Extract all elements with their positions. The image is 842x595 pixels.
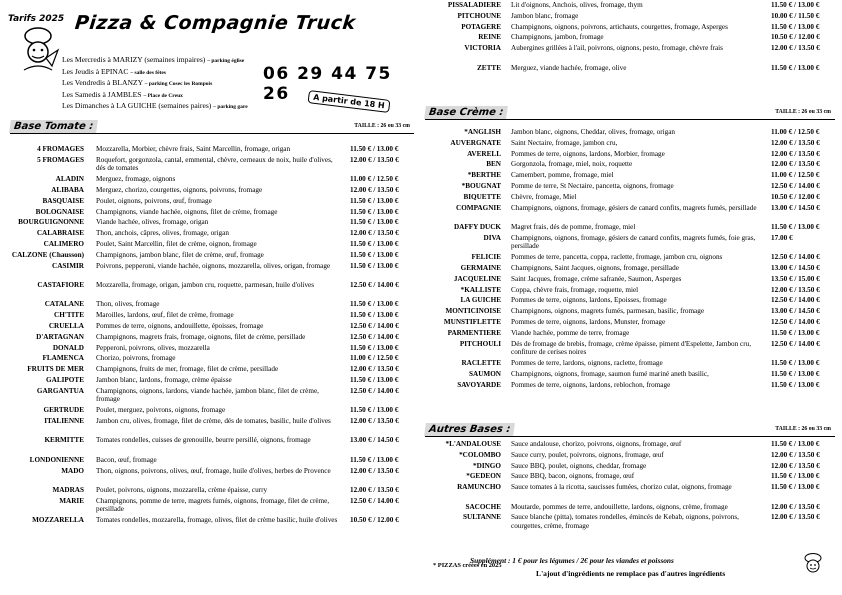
item-name: SACOCHE [465,502,501,511]
item-description: Mozzarella, Morbier, chèvre frais, Saint Marcellin, fromage, origan [96,145,291,153]
item-description: Sauce blanche (pitta), tomates rondelles, émincés de Kebab, oignons, poivrons, courgettes, crème, fromage [511,513,739,530]
item-price: 11.50 € / 13.00 € [771,483,820,492]
item-description: Lit d'oignons, Anchois, olives, fromage, thym [511,1,643,9]
item-price: 11.50 € / 13.00 € [350,311,399,320]
item-price: 11.50 € / 13.00 € [350,406,399,415]
item-price: 12.00 € / 13.50 € [771,149,820,158]
item-description: Jambon blanc, fromage [511,11,579,20]
location-item: Les Jeudis à EPINAC – salle des fêtes [62,66,166,76]
item-name: D'ARTAGNAN [36,332,84,341]
item-name: MADO [61,466,84,475]
item-description: Poulet, poivrons, oignons, mozzarella, crème épaisse, curry [96,486,268,494]
item-description: Merguez, viande hachée, fromage, olive [511,63,627,72]
section-size: TAILLE : 26 ou 33 cm [354,123,410,129]
item-description: Sauce andalouse, chorizo, poivrons, oignons, fromage, œuf [511,440,682,448]
section-size: TAILLE : 26 ou 33 cm [775,426,831,432]
item-price: 10.50 € / 12.00 € [350,516,399,525]
item-description: Bacon, œuf, fromage [96,455,157,464]
item-description: Champignons, viande hachée, oignons, filet de crème, fromage [96,207,278,216]
item-description: Tomates rondelles, cuisses de grenouille, beurre persillé, oignons, fromage [96,436,311,445]
item-description: Pommes de terre, oignons, lardons, Morbier, fromage [511,149,665,158]
item-name: FELICIE [471,253,501,262]
item-price: 11.00 € / 12.50 € [350,354,399,363]
item-price: 12.00 € / 13.50 € [350,229,399,238]
item-description: Merguez, fromage, oignons [96,175,176,184]
item-description: Thon, anchois, câpres, olives, fromage, origan [96,229,229,238]
item-description: Maroilles, lardons, œuf, filet de crème, fromage [96,311,234,320]
item-name: MONTICINOISE [445,307,501,316]
supplement-note: Supplément : 1 € pour les légumes / 2€ pour les viandes et poissons [470,556,674,565]
item-description: Chorizo, poivrons, fromage [96,354,176,363]
item-price: 12.00 € / 13.50 € [350,486,399,494]
section-title: Base Tomate : [9,120,98,133]
item-name: FRUITS DE MER [27,365,84,374]
item-description: Sauce BBQ, poulet, oignons, cheddar, fromage [511,461,647,470]
item-description: Champignons, magrets frais, fromage, oignons, filet de crème, persillade [96,332,306,341]
item-price: 12.50 € / 14.00 € [350,386,399,395]
item-name: MUNSTIFLETTE [443,318,501,326]
chef-icon [16,26,60,72]
item-description: Champignons, Saint Jacques, oignons, fromage, persillade [511,264,679,272]
item-name: CH'TITE [54,311,84,320]
item-name: SULTANNE [463,513,501,522]
ingredients-note: L'ajout d'ingrédients ne remplace pas d'autres ingrédients [536,569,726,578]
item-name: PISSALADIERE [447,1,501,9]
item-name: CATALANE [44,300,84,309]
item-name: MOZZARELLA [32,516,84,525]
item-description: Jambon cru, olives, fromage, filet de crème, dés de tomates, basilic, huile d'olives [96,417,331,425]
item-description: Sauce curry, poulet, poivrons, oignons, fromage, œuf [511,450,664,459]
item-price: 12.00 € / 13.50 € [350,417,399,425]
phone-number[interactable]: 06 29 44 75 26 [263,64,392,104]
item-price: 11.50 € / 13.00 € [350,300,399,309]
item-name: MARIE [59,496,84,505]
item-price: 12.00 € / 13.50 € [771,450,820,459]
item-description: Aubergines grillées à l'ail, poivrons, oignons, pesto, fromage, chèvre frais [511,44,723,53]
item-name: RAMUNCHO [457,483,501,492]
item-description: Sauce tomates à la ricotta, saucisses fumées, chorizo culat, oignons, fromage [511,483,732,492]
item-price: 11.50 € / 13.00 € [771,328,820,337]
item-price: 12.50 € / 14.00 € [350,496,399,505]
item-price: 10.50 € / 12.00 € [771,33,820,42]
divider [425,436,835,437]
item-name: *ANGLISH [464,128,501,136]
section-title: Autres Bases : [424,423,515,436]
item-description: Saint Nectaire, fromage, jambon cru, [511,138,618,147]
item-description: Pommes de terre, oignons, lardons, reblochon, fromage [511,380,671,389]
item-description: Jambon blanc, lardons, fromage, crème épaisse [96,376,232,384]
item-price: 17.00 € [771,233,793,242]
item-price: 11.00 € / 12.50 € [771,128,820,136]
item-price: 12.00 € / 13.50 € [771,513,820,522]
item-name: *KALLISTE [460,285,501,294]
item-price: 12.00 € / 13.50 € [771,285,820,294]
item-price: 11.50 € / 13.00 € [771,223,820,231]
item-price: 12.00 € / 13.50 € [350,365,399,374]
item-description: Pommes de terre, lardons, oignons, raclette, fromage [511,359,663,367]
opening-time-badge: A partir de 18 H [308,90,391,113]
item-price: 12.00 € / 13.50 € [350,466,399,475]
item-name: LA GUICHE [460,296,501,305]
item-price: 10.00 € / 11.50 € [771,11,820,20]
divider [425,119,835,120]
new-pizzas-note: * PIZZAS créées en 2025 [433,562,502,569]
item-description: Tomates rondelles, mozzarella, fromage, olives, filet de crème basilic, huile d'olives [96,516,338,525]
item-description: Viande hachée, olives, fromage, origan [96,218,209,227]
item-name: JACQUELINE [453,274,501,283]
item-price: 12.00 € / 13.50 € [350,155,399,164]
item-name: *L'ANDALOUSE [445,440,501,448]
item-price: 11.00 € / 12.50 € [771,171,820,180]
item-price: 11.50 € / 13.00 € [771,369,820,378]
item-name: GARGANTUA [36,386,84,395]
item-price: 11.50 € / 13.00 € [771,359,820,367]
item-description: Pomme de terre, St Nectaire, pancetta, oignons, fromage [511,182,674,190]
item-price: 13.00 € / 14.50 € [771,203,820,212]
item-name: BEN [486,160,501,169]
item-name: DAFFY DUCK [453,223,501,231]
item-price: 11.50 € / 13.00 € [350,455,399,464]
item-name: LONDONIENNE [29,455,84,464]
item-name: AUVERGNATE [450,138,501,147]
item-name: RACLETTE [461,359,501,367]
section-header-tomate [10,120,414,134]
item-description: Chèvre, fromage, Miel [511,192,577,201]
brand-title: Pizza & Compagnie Truck [73,12,357,34]
item-description: Poulet, Saint Marcellin, filet de crème, oignon, fromage [96,240,257,248]
item-name: BOLOGNAISE [35,207,84,216]
item-description: Merguez, chorizo, courgettes, oignons, poivrons, fromage [96,186,263,194]
item-price: 12.50 € / 14.00 € [771,253,820,262]
item-price: 11.50 € / 13.00 € [350,343,399,352]
item-description: Pommes de terre, pancetta, coppa, raclette, fromage, jambon cru, oignons [511,253,723,262]
item-price: 12.00 € / 13.50 € [771,138,820,147]
item-name: CASTAFIORE [37,281,84,289]
item-description: Jambon blanc, oignons, Cheddar, olives, fromage, origan [511,128,675,136]
item-description: Champignons, fruits de mer, fromage, filet de crème, persillade [96,365,279,374]
item-description: Pepperoni, poivrons, olives, mozzarella [96,343,210,352]
item-name: *DINGO [473,461,501,470]
tarifs-label: Tarifs 2025 [8,14,65,24]
item-price: 12.50 € / 14.00 € [350,322,399,330]
item-name: REINE [478,33,501,42]
item-price: 12.50 € / 14.00 € [350,332,399,341]
item-price: 11.50 € / 13.00 € [771,1,820,9]
item-price: 12.00 € / 13.50 € [350,186,399,194]
location-item: Les Samedis à JAMBLES – Place de Creux [62,89,183,99]
item-name: PARMENTIERE [447,328,501,337]
item-description: Champignons, oignons, poivrons, artichauts, courgettes, fromage, Asperges [511,22,728,31]
item-price: 11.50 € / 13.00 € [771,440,820,448]
item-description: Champignons, oignons, fromage, gésiers de canard confits, magrets fumés, foie gras, persillade [511,233,756,251]
item-description: Poivrons, pepperoni, viande hachée, oignons, mozzarella, olives, origan, fromage [96,261,331,270]
item-name: CASIMIR [52,261,84,270]
item-price: 11.50 € / 13.00 € [350,376,399,384]
item-price: 13.00 € / 14.50 € [771,307,820,316]
item-name: POTAGERE [461,22,501,31]
item-price: 12.00 € / 13.50 € [771,160,820,169]
item-price: 11.50 € / 13.00 € [771,63,820,72]
item-name: GERTRUDE [43,406,84,415]
item-description: Thon, oignons, poivrons, olives, œuf, fromage, huile d'olives, herbes de Provence [96,466,331,475]
item-name: MADRAS [52,486,84,494]
item-price: 11.50 € / 13.00 € [350,196,399,205]
item-description: Thon, olives, fromage [96,300,160,309]
item-description: Champignons, oignons, fromage, saumon fumé mariné aneth basilic, [511,369,709,378]
item-price: 11.50 € / 13.00 € [350,250,399,259]
item-name: AVERELL [467,149,501,158]
item-price: 12.50 € / 14.00 € [771,339,820,348]
location-item: Les Vendredis à BLANZY – parking Cosec les Rompois [62,78,213,87]
item-name: COMPAGNIE [456,203,501,212]
item-name: *BERTHE [467,171,501,180]
item-name: *BOUGNAT [461,182,501,190]
section-header-autres [425,423,835,437]
item-price: 12.50 € / 14.00 € [771,318,820,326]
item-description: Camembert, pomme, fromage, miel [511,171,614,180]
section-header-creme [425,106,835,120]
item-price: 11.50 € / 13.00 € [350,261,399,270]
item-name: 5 FROMAGES [37,155,84,164]
item-description: Poulet, oignons, poivrons, œuf, fromage [96,196,212,205]
item-name: VICTORIA [464,44,501,53]
item-price: 12.00 € / 13.50 € [771,461,820,470]
item-name: BOURGUIGNONNE [18,218,84,227]
item-price: 11.50 € / 13.00 € [771,22,820,31]
item-name: DONALD [52,343,84,352]
item-description: Champignons, jambon, fromage [511,33,604,42]
location-item: Les Dimanches à LA GUICHE (semaines paires) – parking gare [62,101,248,110]
divider [10,133,414,134]
item-description: Mozzarella, fromage, origan, jambon cru, roquette, parmesan, huile d'olives [96,281,315,289]
item-price: 13.00 € / 14.50 € [350,436,399,445]
item-name: GALIPOTE [46,376,84,384]
item-name: BASQUAISE [42,196,84,205]
item-price: 12.50 € / 14.00 € [350,281,399,289]
item-price: 13.00 € / 14.50 € [771,264,820,272]
item-name: PITCHOUNE [457,11,501,20]
item-name: GERMAINE [460,264,501,272]
chef-small-icon [800,552,826,574]
item-price: 11.50 € / 13.00 € [350,240,399,248]
item-price: 11.50 € / 13.00 € [350,218,399,227]
item-name: ALIBABA [51,186,84,194]
item-price: 11.50 € / 13.00 € [771,380,820,389]
item-description: Champignons, jambon blanc, filet de crème, œuf, fromage [96,250,264,259]
item-price: 11.00 € / 12.50 € [350,175,399,184]
item-description: Champignons, pomme de terre, magrets fumés, oignons, fromage, filet de crème, persillade [96,496,330,514]
item-price: 12.50 € / 14.00 € [771,182,820,190]
item-description: Pommes de terre, oignons, lardons, Epoisses, fromage [511,296,667,305]
item-price: 11.50 € / 13.00 € [350,145,399,153]
item-name: CALIMERO [43,240,84,248]
item-name: *COLOMBO [459,450,501,459]
item-name: BIQUETTE [463,192,501,201]
item-name: ITALIENNE [44,417,84,425]
item-name: KERMITTE [44,436,84,445]
item-description: Dés de fromage de brebis, fromage, crème épaisse, piment d'Espelette, Jambon cru, confiture de cerises noires [511,339,751,357]
item-name: CRUELLA [48,322,84,330]
item-description: Pommes de terre, oignons, lardons, Munster, fromage [511,318,666,326]
item-description: Moutarde, pommes de terre, andouillette, lardons, oignons, crème, fromage [511,502,728,511]
item-name: PITCHOULI [459,339,501,348]
location-item: Les Mercredis à MARIZY (semaines impaires) – parking église [62,55,245,64]
item-name: CALZONE (Chausson) [11,250,84,259]
item-description: Champignons, oignons, lardons, viande hachée, jambon blanc, filet de crème, fromage [96,386,319,404]
item-description: Gorgonzola, fromage, miel, noix, roquette [511,160,633,169]
item-name: CALABRAISE [36,229,84,238]
section-title: Base Crème : [424,106,508,119]
item-name: 4 FROMAGES [37,145,84,153]
item-description: Champignons, oignons, fromage, gésiers de canard confits, magrets fumés, persillade [511,203,757,212]
item-description: Roquefort, gorgonzola, cantal, emmental, chèvre, cerneaux de noix, huile d'olives, dés de tomates [96,155,333,173]
item-price: 12.00 € / 13.50 € [771,44,820,53]
item-description: Champignons, oignons, magrets fumés, parmesan, basilic, fromage [511,307,705,316]
item-price: 12.00 € / 13.50 € [771,502,820,511]
item-description: Pommes de terre, oignons, andouillette, époisses, fromage [96,322,264,330]
item-name: SAUMON [469,369,501,378]
item-name: ZETTE [477,63,501,72]
item-price: 11.50 € / 13.00 € [771,472,820,481]
item-name: FLAMENCA [42,354,84,363]
section-size: TAILLE : 26 ou 33 cm [775,109,831,115]
item-description: Sauce BBQ, bacon, oignons, fromage, œuf [511,472,635,481]
item-price: 10.50 € / 12.00 € [771,192,820,201]
item-description: Poulet, merguez, poivrons, oignons, fromage [96,406,226,415]
item-description: Coppa, chèvre frais, fromage, roquette, miel [511,285,639,294]
item-description: Magret frais, dés de pomme, fromage, miel [511,223,636,231]
item-description: Saint Jacques, fromage, crème safranée, Saumon, Asperges [511,274,682,283]
item-name: *GEDEON [466,472,501,481]
item-name: SAVOYARDE [457,380,501,389]
item-price: 11.50 € / 13.00 € [350,207,399,216]
item-price: 13.50 € / 15.00 € [771,274,820,283]
item-price: 12.50 € / 14.00 € [771,296,820,305]
locations-list [62,55,248,113]
item-name: ALADIN [55,175,84,184]
item-name: DIVA [483,233,501,242]
item-description: Viande hachée, pomme de terre, fromage [511,328,630,337]
